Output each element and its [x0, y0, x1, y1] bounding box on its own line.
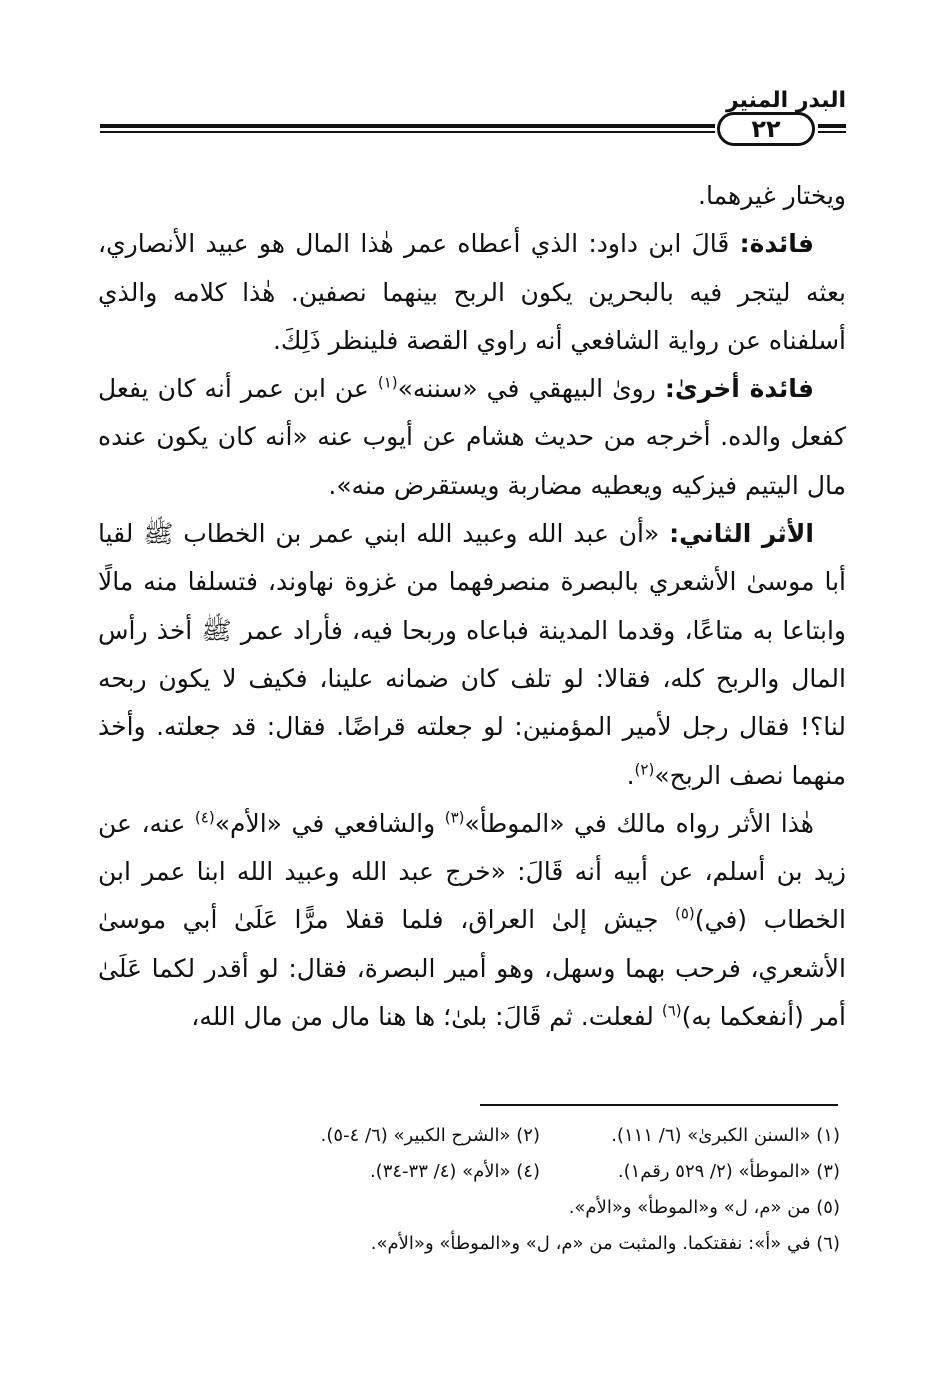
text-run: والشافعي في «الأم» [214, 808, 445, 838]
paragraph-athar-2 [98, 510, 846, 800]
section-label: فائدة أخرىٰ: [664, 374, 814, 404]
footnote-5: (٥) من «م، ل» و«الموطأ» و«الأم». [568, 1197, 840, 1218]
paragraph-opening [98, 172, 846, 220]
text-run: . [626, 760, 635, 790]
header-rule-thin [100, 131, 715, 133]
section-label: فائدة: [739, 229, 814, 259]
footnote-3: (٣) «الموطأ» (٢/ ٥٢٩ رقم١). [617, 1161, 840, 1182]
page-number-badge: ٢٢ [717, 112, 815, 146]
footnotes [180, 1118, 840, 1262]
running-book-title: البدر المنير [725, 88, 846, 113]
paragraph-takhrij [98, 800, 846, 1041]
footnote-row [180, 1190, 840, 1226]
footnote-marker: (٣) [444, 808, 465, 827]
text-run: عنه، عن زيد بن أسلم، عن أبيه أنه قَالَ: «خرج عبد الله وعبيد الله ابنا عمر ابن الخطاب (في) [98, 808, 846, 935]
footnote-row [180, 1118, 840, 1154]
header-rule-thick [100, 124, 715, 128]
main-text [98, 172, 846, 1041]
footnote-row [180, 1154, 840, 1190]
paragraph-faida-2 [98, 365, 846, 510]
footnote-1: (١) «السنن الكبرىٰ» (٦/ ١١١). [611, 1125, 840, 1146]
footnote-4: (٤) «الأم» (٤/ ٣٣-٣٤). [369, 1161, 540, 1182]
text-run: لفعلت. ثم قَالَ: بلىٰ؛ ها هنا مال من مال الله، [191, 1002, 662, 1032]
text-run: «أن عبد الله وعبيد الله ابني عمر بن الخطاب ﷺ لقيا أبا موسىٰ الأشعري بالبصرة منصرفهما من غزوة نهاوند، فتسلفا منه مالًا وابتاعا به متاعًا، وقدما المدينة فباعاه وربحا فيه، فأراد عمر ﷺ أخذ رأس المال والربح كله، فقالا: لو تلف كان ضمانه علينا، فكيف لا يكون ربحه لنا؟! فقال رجل لأمير المؤمنين: لو جعلته قراضًا. فقال: قد جعلته. وأخذ منهما نصف الربح» [98, 519, 846, 790]
footnote-separator [480, 1104, 838, 1106]
text-run: جيش إلىٰ العراق، فلما قفلا مرًّا عَلَىٰ أبي موسىٰ الأشعري، فرحب بهما وسهل، وهو أمير البصرة، فقال: لو أقدر لكما عَلَىٰ أمر (أنفعكما به) [98, 905, 846, 1032]
page-header [100, 88, 846, 148]
header-rule-thick-end [818, 124, 846, 128]
footnote-marker: (٦) [661, 1001, 682, 1020]
header-rule-thin-end [818, 131, 846, 133]
text-run: قَالَ ابن داود: الذي أعطاه عمر هٰذا المال هو عبيد الأنصاري، بعثه ليتجر فيه بالبحرين يكون الربح بينهما نصفين. هٰذا كلامه والذي أسلفناه عن رواية الشافعي أنه راوي القصة فلينظر ذَلِكَ. [98, 229, 846, 355]
footnote-marker: (٥) [674, 905, 695, 924]
text-run: ويختار غيرهما. [698, 181, 846, 210]
section-label: الأثر الثاني: [669, 519, 814, 549]
text-run: عن ابن عمر أنه كان يفعل كفعل والده. أخرجه من حديث هشام عن أيوب عنه «أنه كان يكون عنده مال اليتيم فيزكيه ويعطيه مضاربة ويستقرض منه». [98, 374, 846, 500]
footnote-6: (٦) في «أ»: نفقتكما. والمثبت من «م، ل» و«الموطأ» و«الأم». [370, 1233, 840, 1254]
footnote-row [180, 1226, 840, 1262]
footnote-marker: (٤) [194, 808, 215, 827]
paragraph-faida-1 [98, 220, 846, 365]
footnote-marker: (٢) [634, 760, 655, 779]
footnote-marker: (١) [377, 373, 398, 392]
text-run: هٰذا الأثر رواه مالك في «الموطأ» [464, 808, 814, 838]
text-run: روىٰ البيهقي في «سننه» [397, 374, 665, 404]
footnote-2: (٢) «الشرح الكبير» (٦/ ٤-٥). [320, 1125, 540, 1146]
